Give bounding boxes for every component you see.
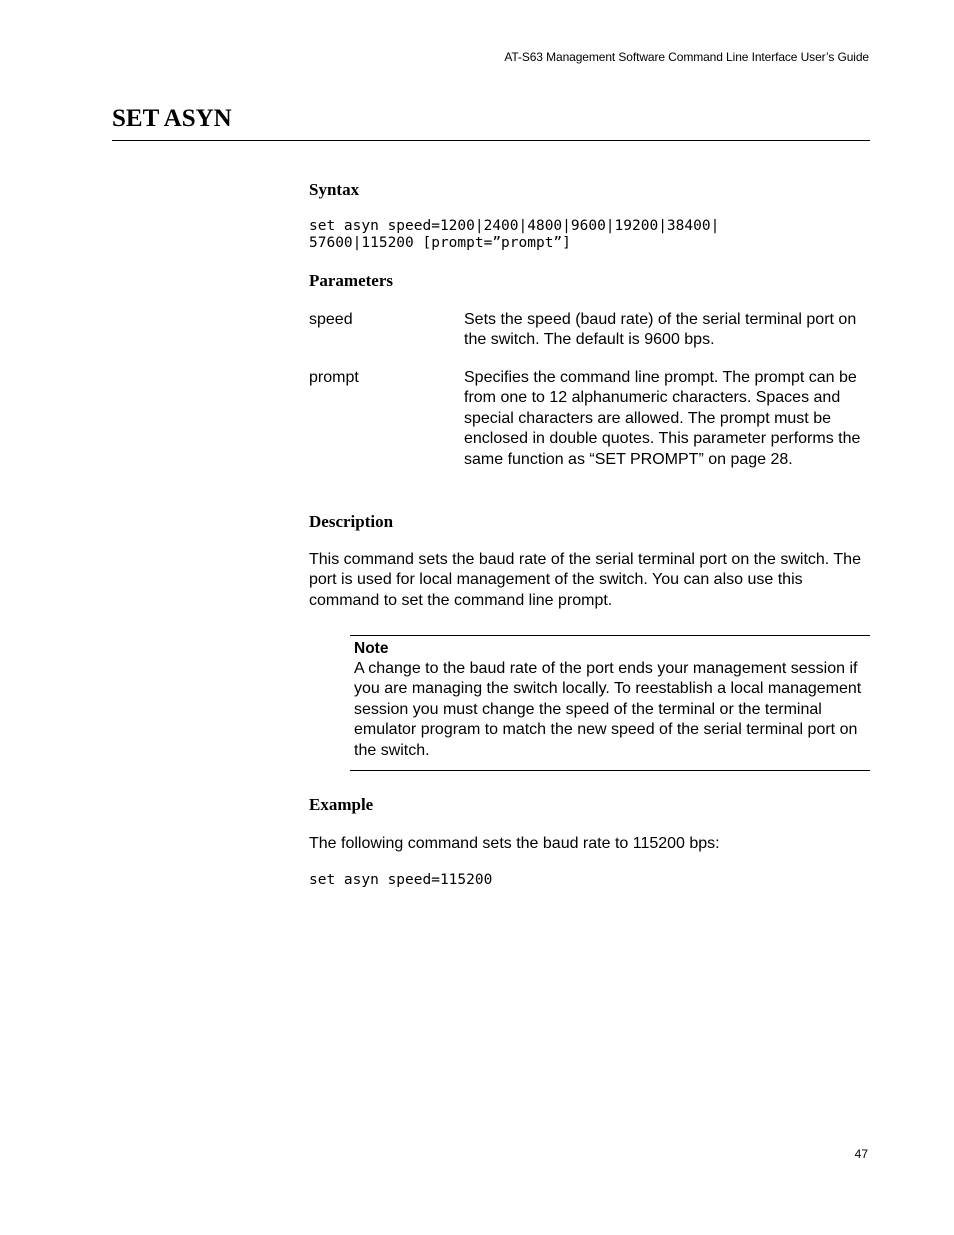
parameters-heading: Parameters: [309, 271, 394, 290]
syntax-heading: Syntax: [309, 180, 360, 199]
parameter-name: speed: [309, 311, 353, 328]
page-title: SET ASYN: [112, 105, 232, 132]
parameter-description: Specifies the command line prompt. The prompt can be from one to 12 alphanumeric characters. Spaces and special characters are allowed. The prompt must be enclosed in double quotes. This parameter performs the same function as “SET PROMPT” on page 28.: [464, 369, 861, 468]
running-header: AT-S63 Management Software Command Line Interface User’s Guide: [504, 50, 869, 64]
example-intro: The following command sets the baud rate to 115200 bps:: [309, 835, 720, 852]
page-number: 47: [854, 1147, 868, 1161]
parameter-name: prompt: [309, 369, 359, 386]
syntax-line-2: 57600|115200 [prompt=”prompt”]: [309, 235, 571, 251]
title-rule: [112, 140, 870, 141]
description-heading: Description: [309, 512, 394, 531]
example-command: set asyn speed=115200: [309, 872, 493, 888]
note-label: Note: [354, 640, 389, 657]
note-box: [350, 635, 870, 771]
parameter-description: Sets the speed (baud rate) of the serial terminal port on the switch. The default is 9600 bps.: [464, 311, 857, 349]
example-heading: Example: [309, 795, 374, 814]
syntax-line-1: set asyn speed=1200|2400|4800|9600|19200|38400|: [309, 218, 720, 234]
description-text: This command sets the baud rate of the serial terminal port on the switch. The port is used for local management of the switch. You can also use this command to set the command line prompt.: [309, 551, 861, 609]
note-text: A change to the baud rate of the port ends your management session if you are managing the switch locally. To reestablish a local management session you must change the speed of the terminal or the terminal emulator program to match the new speed of the serial terminal port on the switch.: [354, 660, 862, 759]
